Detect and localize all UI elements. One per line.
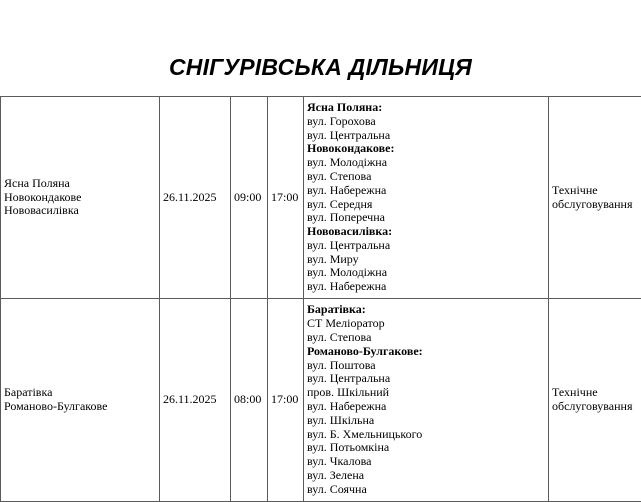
location-name: Нововасилівка [4,204,156,218]
street-item: вул. Молодіжна [307,266,545,280]
locations-cell [1,299,160,502]
page-title: СНІГУРІВСЬКА ДІЛЬНИЦЯ [0,54,641,81]
streets-cell [304,299,549,502]
street-item: вул. Потьомкіна [307,441,545,455]
street-item: вул. Чкалова [307,455,545,469]
street-item: вул. Поперечна [307,211,545,225]
outage-schedule-table [0,96,641,502]
street-item: вул. Центральна [307,239,545,253]
street-item: вул. Шкільна [307,414,545,428]
start-time-cell: 09:00 [231,97,268,299]
village-name: Романово-Булгакове: [307,345,545,359]
village-name: Новокондакове: [307,142,545,156]
street-item: вул. Набережна [307,184,545,198]
street-item: вул. Горохова [307,115,545,129]
location-name: Баратівка [4,386,156,400]
end-time-cell: 17:00 [268,97,304,299]
street-item: вул. Зелена [307,469,545,483]
reason-cell: Технічне обслуговування [549,97,641,299]
street-item: вул. Б. Хмельницького [307,428,545,442]
date-cell: 26.11.2025 [160,299,231,502]
village-name: Ясна Поляна: [307,101,545,115]
street-item: вул. Поштова [307,359,545,373]
village-name: Нововасилівка: [307,225,545,239]
streets-cell [304,97,549,299]
street-item: вул. Набережна [307,280,545,294]
street-item: вул. Набережна [307,400,545,414]
locations-cell [1,97,160,299]
location-name: Новокондакове [4,191,156,205]
street-item: вул. Центральна [307,372,545,386]
date-cell: 26.11.2025 [160,97,231,299]
street-item: вул. Степова [307,331,545,345]
street-item: вул. Степова [307,170,545,184]
start-time-cell: 08:00 [231,299,268,502]
street-item: СТ Меліоратор [307,317,545,331]
street-item: вул. Середня [307,198,545,212]
location-name: Романово-Булгакове [4,400,156,414]
street-item: пров. Шкільний [307,386,545,400]
table-row [1,299,641,502]
location-name: Ясна Поляна [4,177,156,191]
end-time-cell: 17:00 [268,299,304,502]
village-name: Баратівка: [307,303,545,317]
table-row [1,97,641,299]
reason-cell: Технічне обслуговування [549,299,641,502]
street-item: вул. Соячна [307,483,545,497]
street-item: вул. Молодіжна [307,156,545,170]
street-item: вул. Миру [307,253,545,267]
street-item: вул. Центральна [307,129,545,143]
